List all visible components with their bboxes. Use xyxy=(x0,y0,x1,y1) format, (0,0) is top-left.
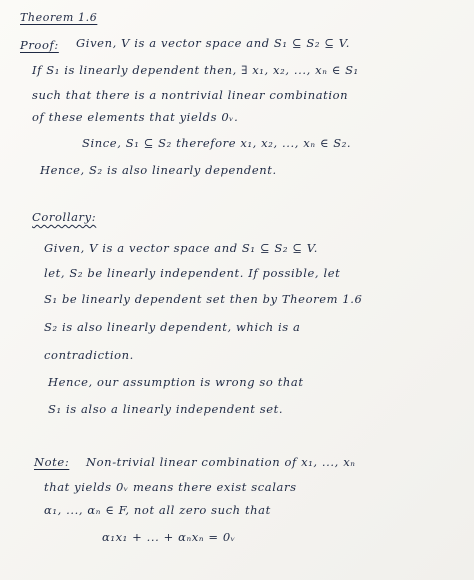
corollary-line-1: Given, V is a vector space and S₁ ⊆ S₂ ⊆ V. xyxy=(44,241,318,255)
note-line-3: α₁, ..., αₙ ∈ F, not all zero such that xyxy=(44,503,271,517)
corollary-line-6: Hence, our assumption is wrong so that xyxy=(48,375,304,389)
corollary-line-5: contradiction. xyxy=(44,348,134,362)
note-equation: α₁x₁ + ... + αₙxₙ = 0ᵥ xyxy=(102,530,236,544)
corollary-line-4: S₂ is also linearly dependent, which is a xyxy=(44,320,301,334)
theorem-line-6: Hence, S₂ is also linearly dependent. xyxy=(40,163,277,177)
theorem-title: Theorem 1.6 xyxy=(20,11,98,24)
note-line-2: that yields 0ᵥ means there exist scalars xyxy=(44,480,297,494)
corollary-line-3: S₁ be linearly dependent set then by Theorem 1.6 xyxy=(44,292,363,306)
note-label: Note: xyxy=(34,455,70,469)
theorem-line-4: of these elements that yields 0ᵥ. xyxy=(32,110,239,124)
theorem-line-3: such that there is a nontrivial linear combination xyxy=(32,88,349,102)
proof-label: Proof: xyxy=(20,38,59,52)
theorem-line-1: Given, V is a vector space and S₁ ⊆ S₂ ⊆ V. xyxy=(76,36,350,50)
corollary-line-7: S₁ is also a linearly independent set. xyxy=(48,402,284,416)
theorem-line-5: Since, S₁ ⊆ S₂ therefore x₁, x₂, ..., xₙ ∈ S₂. xyxy=(82,136,352,150)
note-line-1: Non-trivial linear combination of x₁, ..., xₙ xyxy=(86,455,356,469)
theorem-line-2: If S₁ is linearly dependent then, ∃ x₁, x₂, ..., xₙ ∈ S₁ xyxy=(32,63,359,77)
corollary-line-2: let, S₂ be linearly independent. If possible, let xyxy=(44,266,341,280)
corollary-title: Corollary: xyxy=(32,210,97,224)
